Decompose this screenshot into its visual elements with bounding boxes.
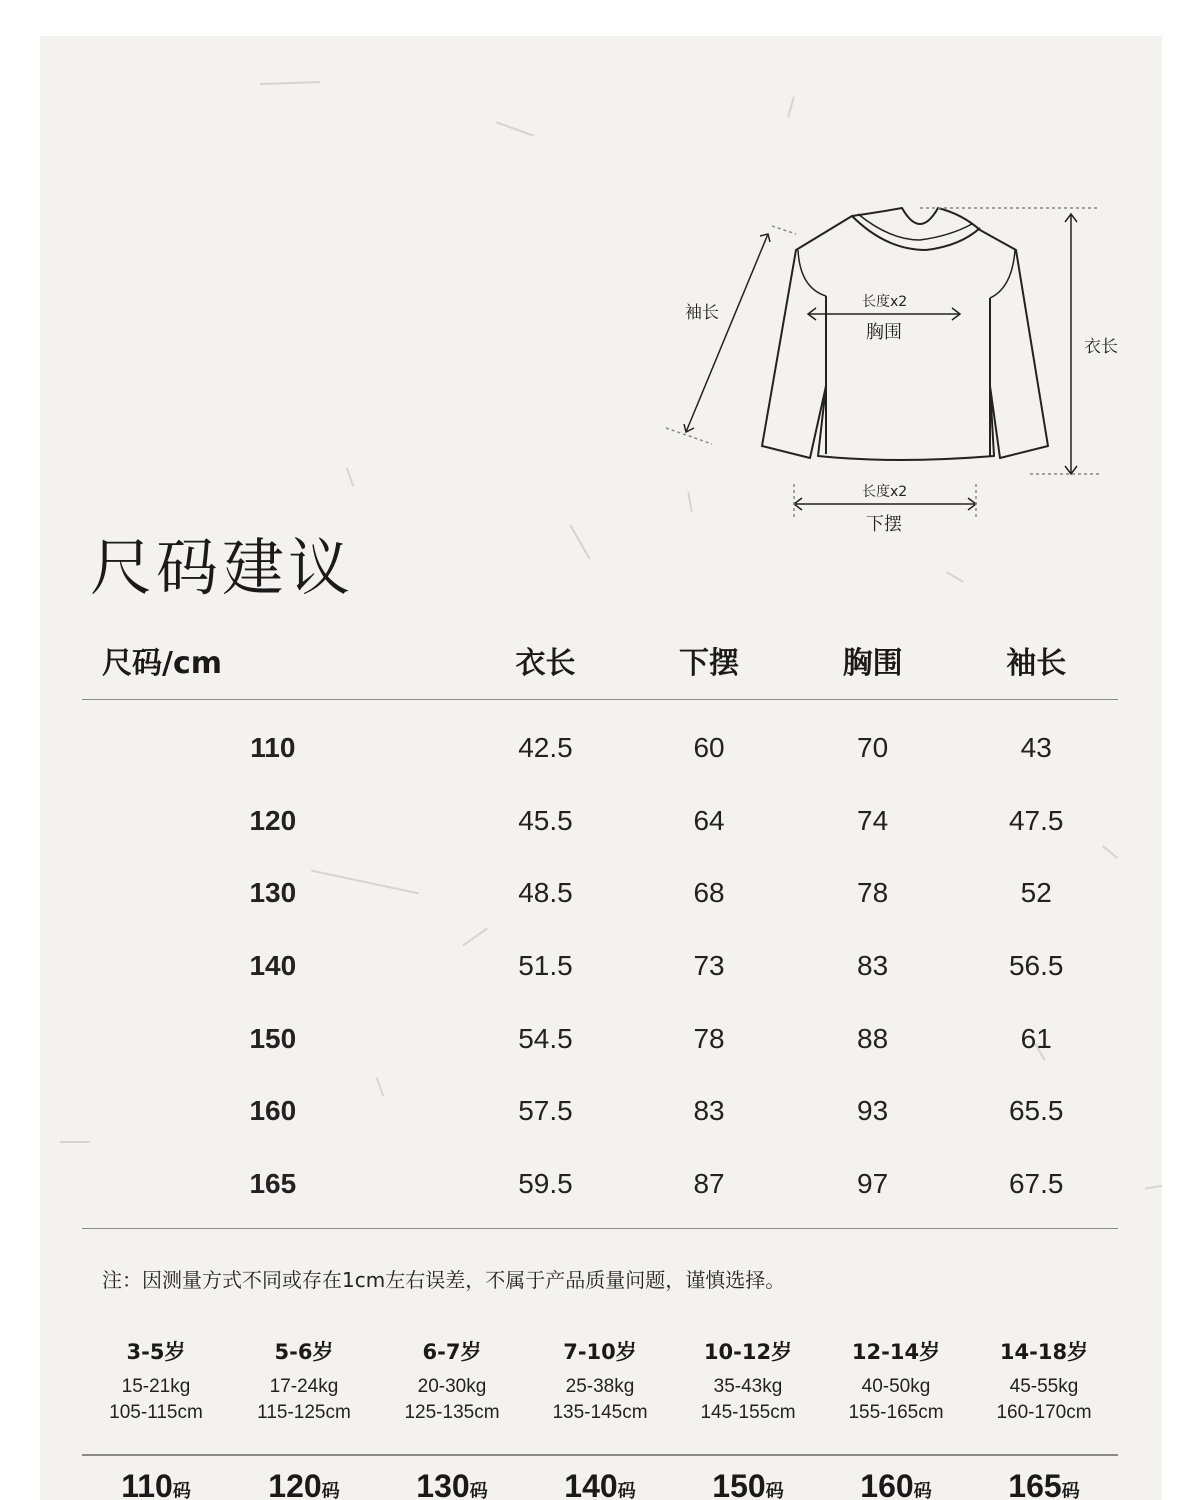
- hem-cell: 78: [693, 1022, 725, 1054]
- chest-cell: 70: [857, 732, 889, 764]
- size-code-unit: 码: [321, 1481, 340, 1500]
- paper-fleck: [1145, 1184, 1162, 1189]
- size-cell: 140: [249, 950, 297, 982]
- height-range: 155-165cm: [848, 1402, 944, 1423]
- chest-cell: 74: [857, 804, 889, 836]
- body-length-arrow: [920, 208, 1100, 474]
- chest-cell: 88: [857, 1022, 889, 1054]
- size-cell: 165: [82, 1148, 464, 1229]
- size-code: [230, 1468, 378, 1500]
- table-row: [82, 1002, 1118, 1075]
- weight-range: 20-30kg: [417, 1376, 487, 1397]
- age-group: [378, 1336, 526, 1426]
- height-range: 135-145cm: [552, 1402, 648, 1423]
- size-code-row: [82, 1468, 1118, 1500]
- size-code-number: 140: [564, 1468, 618, 1500]
- hem-cell: 64: [693, 804, 725, 836]
- sleeve-cell: 47.5: [1008, 804, 1064, 836]
- size-code-number: 110: [121, 1468, 173, 1500]
- body-length-cell: 54.5: [518, 1022, 573, 1054]
- sleeve-cell: 61: [1020, 1022, 1052, 1054]
- hem-note: 长度x2: [862, 484, 908, 500]
- weight-range: 17-24kg: [269, 1376, 339, 1397]
- age-label: 12-14岁: [851, 1340, 941, 1364]
- table-row: [82, 1075, 1118, 1148]
- size-code-number: 150: [712, 1468, 766, 1500]
- age-label: 7-10岁: [563, 1340, 637, 1364]
- measurement-note: 注：因测量方式不同或存在1cm左右误差，不属于产品质量问题，谨慎选择。: [102, 1268, 786, 1292]
- divider: [82, 1454, 1118, 1456]
- weight-range: 25-38kg: [565, 1376, 635, 1397]
- age-group: [970, 1336, 1118, 1426]
- size-code: [378, 1468, 526, 1500]
- paper-fleck: [569, 524, 591, 560]
- body-length-cell: 45.5: [518, 804, 573, 836]
- size-table: [82, 621, 1118, 1229]
- size-cell: 130: [249, 877, 297, 909]
- height-range: 105-115cm: [109, 1402, 203, 1423]
- size-cell: 120: [249, 804, 297, 836]
- age-group: [674, 1336, 822, 1426]
- weight-range: 40-50kg: [861, 1376, 931, 1397]
- size-cell: 160: [249, 1095, 297, 1127]
- chest-cell: 78: [857, 877, 889, 909]
- size-code-unit: 码: [469, 1481, 488, 1500]
- age-guide: [82, 1336, 1118, 1426]
- age-label: 6-7岁: [422, 1340, 482, 1364]
- table-row: [82, 1148, 1118, 1229]
- body-length-label: 衣长: [1084, 337, 1118, 357]
- age-label: 10-12岁: [703, 1340, 793, 1364]
- chest-cell: 93: [857, 1095, 889, 1127]
- hem-cell: 68: [693, 877, 725, 909]
- body-length-cell: 59.5: [464, 1148, 628, 1229]
- size-code-unit: 码: [172, 1481, 191, 1500]
- sleeve-length-arrow: [666, 226, 796, 444]
- size-code-number: 130: [416, 1468, 470, 1500]
- body-length-cell: 51.5: [518, 950, 573, 982]
- page-title: 尺码建议: [90, 530, 355, 604]
- header-body-length: 衣长: [464, 621, 628, 700]
- size-code-number: 160: [860, 1468, 914, 1500]
- sleeve-cell: 43: [1020, 732, 1052, 764]
- hem-cell: 87: [627, 1148, 791, 1229]
- size-code-unit: 码: [913, 1481, 932, 1500]
- chest-note: 长度x2: [862, 294, 908, 310]
- weight-range: 15-21kg: [121, 1376, 191, 1397]
- height-range: 160-170cm: [996, 1402, 1092, 1423]
- table-row: [82, 930, 1118, 1003]
- size-guide-sheet: [40, 36, 1162, 1500]
- paper-fleck: [260, 81, 320, 85]
- body-length-cell: 48.5: [518, 877, 573, 909]
- age-group: [230, 1336, 378, 1426]
- age-label: 5-6岁: [274, 1340, 334, 1364]
- garment-measurement-diagram: [660, 206, 1130, 576]
- sleeve-cell: 65.5: [1008, 1095, 1064, 1127]
- table-row: [82, 857, 1118, 930]
- sleeve-cell: 67.5: [954, 1148, 1118, 1229]
- size-code-number: 165: [1008, 1468, 1062, 1500]
- age-group: [822, 1336, 970, 1426]
- sleeve-cell: 56.5: [1008, 950, 1064, 982]
- age-label: 3-5岁: [126, 1340, 186, 1364]
- size-code: [970, 1468, 1118, 1500]
- age-group: [526, 1336, 674, 1426]
- header-size: 尺码/cm: [82, 621, 464, 700]
- height-range: 115-125cm: [257, 1402, 351, 1423]
- size-code-unit: 码: [1061, 1481, 1080, 1500]
- long-sleeve-shirt-illustration: [762, 208, 1048, 460]
- header-sleeve: 袖长: [954, 621, 1118, 700]
- table-row: [82, 700, 1118, 785]
- age-group: [82, 1336, 230, 1426]
- size-code: [526, 1468, 674, 1500]
- body-length-cell: 42.5: [518, 732, 573, 764]
- size-code: [822, 1468, 970, 1500]
- sleeve-cell: 52: [1020, 877, 1052, 909]
- size-code-unit: 码: [765, 1481, 784, 1500]
- weight-range: 35-43kg: [713, 1376, 783, 1397]
- size-cell: 110: [250, 732, 296, 764]
- size-code-number: 120: [268, 1468, 322, 1500]
- size-code: [82, 1468, 230, 1500]
- height-range: 125-135cm: [404, 1402, 500, 1423]
- age-label: 14-18岁: [999, 1340, 1089, 1364]
- hem-cell: 60: [693, 732, 725, 764]
- paper-fleck: [496, 121, 534, 137]
- body-length-cell: 57.5: [518, 1095, 573, 1127]
- size-table-header: [82, 621, 1118, 700]
- height-range: 145-155cm: [700, 1402, 796, 1423]
- chest-cell: 83: [857, 950, 889, 982]
- chest-cell: 97: [791, 1148, 955, 1229]
- size-code: [674, 1468, 822, 1500]
- header-chest: 胸围: [791, 621, 955, 700]
- sleeve-label: 袖长: [685, 303, 719, 323]
- size-code-unit: 码: [617, 1481, 636, 1500]
- size-cell: 150: [249, 1022, 297, 1054]
- weight-range: 45-55kg: [1009, 1376, 1079, 1397]
- chest-label: 胸围: [866, 322, 902, 343]
- hem-cell: 73: [693, 950, 725, 982]
- hem-label: 下摆: [866, 514, 902, 535]
- paper-fleck: [346, 467, 355, 486]
- table-row: [82, 785, 1118, 858]
- hem-cell: 83: [693, 1095, 725, 1127]
- paper-fleck: [787, 96, 795, 118]
- header-hem: 下摆: [627, 621, 791, 700]
